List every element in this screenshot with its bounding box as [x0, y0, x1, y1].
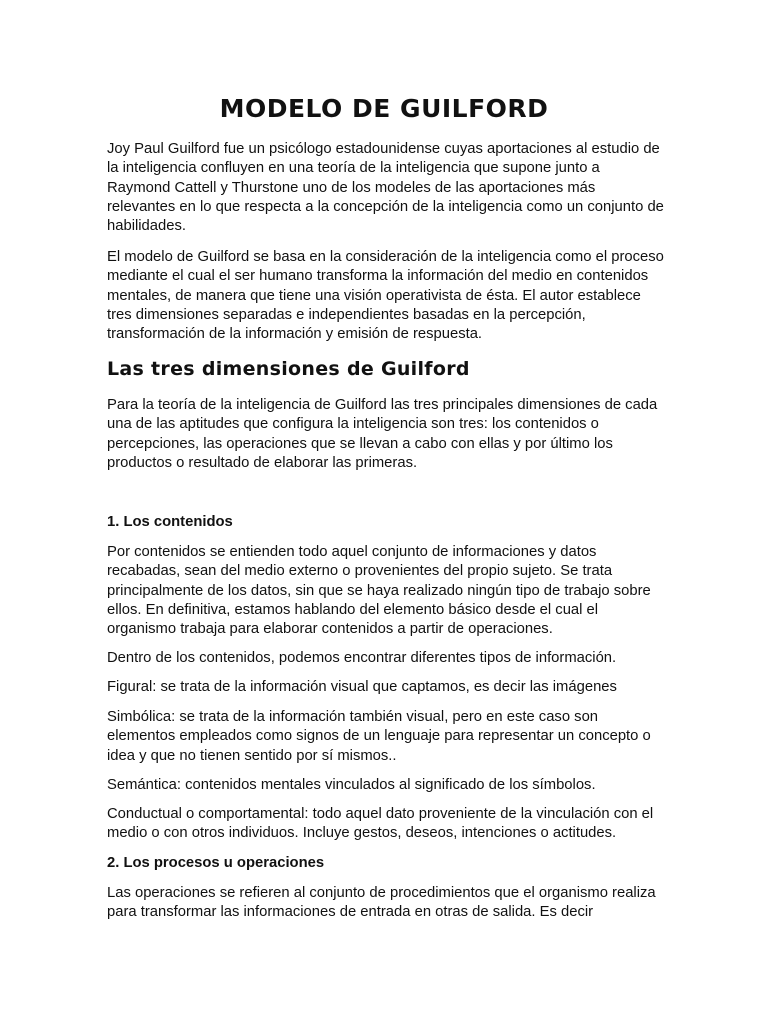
subsection-1-heading: 1. Los contenidos — [107, 514, 233, 530]
section-heading: Las tres dimensiones de Guilford — [107, 358, 470, 380]
contenidos-paragraph-1: Por contenidos se entienden todo aquel conjunto de informaciones y datos recabadas, sean del medio externo o provenientes del propio sujeto. Se trata principalmente de los datos, sin que se haya realizado ningún tipo de trabajo sobre ellos. En definitiva, estamos hablando del elemento básico desde el cual el organismo trabaja para elaborar contenidos a partir de operaciones. — [107, 544, 651, 638]
operaciones-paragraph: Las operaciones se refieren al conjunto de procedimientos que el organismo realiza para transformar las informaciones de entrada en otras de salida. Es decir — [107, 885, 656, 921]
page-title: MODELO DE GUILFORD — [219, 94, 549, 123]
contenidos-paragraph-2: Dentro de los contenidos, podemos encontrar diferentes tipos de información. — [107, 650, 617, 666]
intro-paragraph-1: Joy Paul Guilford fue un psicólogo estadounidense cuyas aportaciones al estudio de la inteligencia confluyen en una teoría de la inteligencia que supone junto a Raymond Cattell y Thurstone uno de los modeles de las aportaciones más relevantes en lo que respecta a la concepción de la inteligencia como un conjunto de habilidades. — [107, 141, 664, 235]
section-paragraph: Para la teoría de la inteligencia de Guilford las tres principales dimensiones de cada una de las aptitudes que configura la inteligencia son tres: los contenidos o percepciones, las operaciones que se llevan a cabo con ellas y por último los productos o resultado de elaborar las primeras. — [107, 397, 658, 471]
intro-paragraph-2: El modelo de Guilford se basa en la consideración de la inteligencia como el proceso mediante el cual el ser humano transforma la información del medio en contenidos mentales, de manera que tiene una visión operativista de ésta. El autor establece tres dimensiones separadas e independientes basadas en la percepción, transformación de la información y emisión de respuesta. — [107, 249, 664, 343]
contenidos-paragraph-figural: Figural: se trata de la información visual que captamos, es decir las imágenes — [107, 679, 617, 695]
subsection-2-heading: 2. Los procesos u operaciones — [107, 855, 325, 871]
contenidos-paragraph-conductual: Conductual o comportamental: todo aquel dato proveniente de la vinculación con el medio o con otros individuos. Incluye gestos, deseos, intenciones o actitudes. — [107, 806, 654, 842]
contenidos-paragraph-simbolica: Simbólica: se trata de la información también visual, pero en este caso son elementos empleados como signos de un lenguaje para representar un concepto o idea y que no tienen sentido por sí mismos.. — [107, 709, 651, 764]
contenidos-paragraph-semantica: Semántica: contenidos mentales vinculados al significado de los símbolos. — [107, 777, 596, 793]
